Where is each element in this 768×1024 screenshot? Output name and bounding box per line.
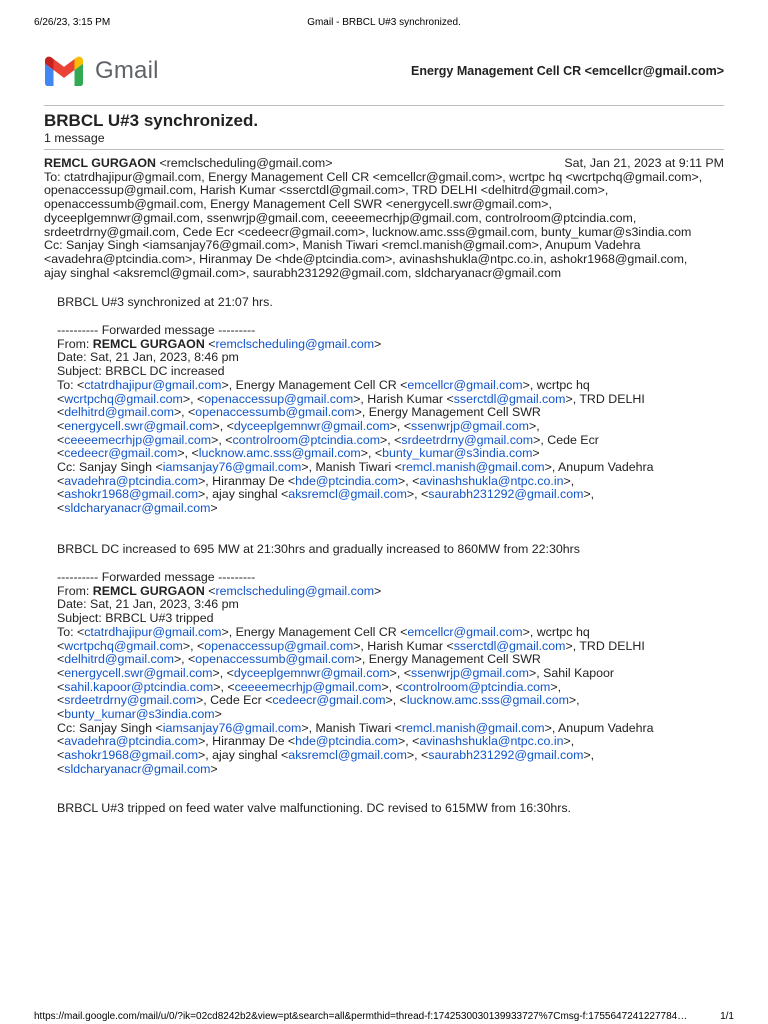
forward-from-label: From: (57, 336, 93, 351)
forward-subject: Subject: BRBCL DC increased (57, 364, 225, 379)
recipient-text: >, < (360, 446, 383, 461)
recipient-text: >, wcrtpc hq (522, 624, 590, 639)
recipient-text: >, < (182, 391, 205, 406)
recipient-text: < (57, 638, 65, 653)
forward-body-1: BRBCL DC increased to 695 MW at 21:30hrs and gradually increased to 860MW from 22:30hrs (57, 542, 580, 556)
email-link[interactable]: bunty_kumar@s3india.com (382, 446, 533, 461)
email-link[interactable]: iamsanjay76@gmail.com (162, 460, 302, 475)
email-link[interactable]: avinashshukla@ntpc.co.in (419, 734, 564, 749)
recipient-text: >, Energy Management Cell SWR (354, 405, 541, 420)
recipient-text: >, (528, 418, 540, 433)
email-link[interactable]: openaccessup@gmail.com (204, 391, 354, 406)
recipient-text: < (57, 652, 65, 667)
recipient-text: >, Hiranmay De < (198, 734, 296, 749)
recipient-line (57, 653, 724, 667)
recipient-line (57, 763, 724, 777)
recipient-line (57, 681, 724, 695)
recipient-text: < (57, 391, 65, 406)
email-link[interactable]: controlroom@ptcindia.com (232, 432, 381, 447)
email-link[interactable]: sahil.kapoor@ptcindia.com (64, 679, 214, 694)
email-link[interactable]: ceeeemecrhjp@gmail.com (64, 432, 212, 447)
recipient-text: >, (568, 693, 580, 708)
recipient-line (57, 626, 724, 640)
header-divider (44, 105, 724, 106)
recipient-text: >, < (406, 748, 429, 763)
email-link[interactable]: bunty_kumar@s3india.com (64, 707, 215, 722)
email-link[interactable]: cedeecr@gmail.com (272, 693, 386, 708)
email-link[interactable]: srdeetrdrny@gmail.com (401, 432, 534, 447)
recipient-text: >, (550, 679, 562, 694)
recipient-text: < (57, 473, 65, 488)
recipient-line (57, 708, 724, 722)
forward-from-email-link[interactable]: remclscheduling@gmail.com (215, 583, 375, 598)
thread-subject: BRBCL U#3 synchronized. (44, 111, 259, 130)
recipient-line (57, 749, 724, 763)
recipient-text: >, Manish Tiwari < (301, 460, 402, 475)
recipient-text: < (57, 734, 65, 749)
email-link[interactable]: wcrtpchq@gmail.com (64, 391, 183, 406)
forwarded-message-1 (57, 324, 724, 516)
email-link[interactable]: ctatrdhajipur@gmail.com (84, 624, 222, 639)
forwarded-message-2 (57, 571, 724, 777)
forward-from-label: From: (57, 583, 93, 598)
recipient-line (57, 735, 724, 749)
recipient-text: >, < (380, 432, 402, 447)
print-page-title: Gmail - BRBCL U#3 synchronized. (307, 17, 461, 28)
forward-date: Date: Sat, 21 Jan, 2023, 8:46 pm (57, 350, 239, 365)
recipient-text: >, Anupum Vadehra (544, 460, 654, 475)
cc-line: Cc: Sanjay Singh <iamsanjay76@gmail.com>, Manish Tiwari <remcl.manish@gmail.com>, Anupum Vadehra (44, 238, 641, 253)
recipient-text: >, Manish Tiwari < (301, 720, 402, 735)
recipient-text: >, (583, 748, 595, 763)
recipient-text: < (57, 432, 65, 447)
email-link[interactable]: dyceeplgemnwr@gmail.com (233, 418, 390, 433)
recipient-text: >, Energy Management Cell CR < (221, 377, 408, 392)
forward-marker: ---------- Forwarded message --------- (57, 570, 256, 584)
recipient-text: >, Harish Kumar < (353, 638, 454, 653)
email-link[interactable]: dyceeplgemnwr@gmail.com (233, 665, 390, 680)
body-intro: BRBCL U#3 synchronized at 21:07 hrs. (57, 295, 273, 309)
recipient-text: >, < (406, 487, 429, 502)
recipient-line (57, 640, 724, 654)
recipient-text: >, < (173, 652, 196, 667)
account-label: Energy Management Cell CR <emcellcr@gmail.com> (411, 64, 724, 78)
recipient-text: < (57, 761, 65, 776)
recipient-text: >, ajay singhal < (198, 748, 289, 763)
email-link[interactable]: ssenwrjp@gmail.com (411, 418, 529, 433)
forward-cc (57, 461, 724, 516)
to-line: openaccessup@gmail.com, Harish Kumar <sserctdl@gmail.com>, TRD DELHI <delhitrd@gmail.com>, (44, 183, 609, 198)
forward-marker: ---------- Forwarded message --------- (57, 323, 256, 337)
recipient-line (57, 722, 724, 736)
recipient-text: >, (563, 734, 575, 749)
recipient-text: >, < (212, 418, 234, 433)
gmail-wordmark: Gmail (95, 57, 159, 84)
email-link[interactable]: sldcharyanacr@gmail.com (64, 761, 211, 776)
message-date: Sat, Jan 21, 2023 at 9:11 PM (564, 156, 724, 170)
recipient-text: >, TRD DELHI (565, 638, 645, 653)
recipient-line (57, 406, 724, 420)
forward-date: Date: Sat, 21 Jan, 2023, 3:46 pm (57, 597, 239, 612)
message-header (44, 157, 724, 280)
forward-from-name: REMCL GURGAON (92, 583, 205, 598)
email-link[interactable]: openaccessumb@gmail.com (195, 405, 355, 420)
email-link[interactable]: ssenwrjp@gmail.com (411, 665, 529, 680)
to-line: srdeetrdrny@gmail.com, Cede Ecr <cedeecr@gmail.com>, lucknow.amc.sss@gmail.com, bunty_kumar@s3india.com (44, 224, 692, 239)
recipient-text: < (57, 487, 65, 502)
recipient-text: >, < (173, 405, 196, 420)
forward-to (57, 379, 724, 461)
print-page-number: 1/1 (720, 1011, 734, 1022)
email-link[interactable]: remcl.manish@gmail.com (401, 720, 545, 735)
recipient-text: >, wcrtpc hq (522, 377, 590, 392)
recipient-text: >, < (397, 734, 420, 749)
recipient-text: >, < (212, 665, 234, 680)
recipient-text: >, < (389, 665, 412, 680)
recipient-text: Cc: Sanjay Singh < (57, 460, 163, 475)
recipient-text: < (57, 693, 65, 708)
recipient-text: < (57, 446, 65, 461)
sender-email: <remclscheduling@gmail.com> (159, 156, 333, 170)
forward-body-2: BRBCL U#3 tripped on feed water valve malfunctioning. DC revised to 615MW from 16:30hrs. (57, 801, 571, 815)
recipient-text: >, < (389, 418, 412, 433)
forward-to (57, 626, 724, 722)
recipient-text: > (214, 707, 222, 722)
email-link[interactable]: emcellcr@gmail.com (407, 377, 523, 392)
gmail-m-icon (44, 56, 84, 86)
email-link[interactable]: openaccessumb@gmail.com (195, 652, 355, 667)
recipient-text: > (532, 446, 540, 461)
email-link[interactable]: ctatrdhajipur@gmail.com (84, 377, 222, 392)
email-link[interactable]: avinashshukla@ntpc.co.in (419, 473, 564, 488)
forward-cc (57, 722, 724, 777)
recipient-text: < (57, 748, 65, 763)
email-link[interactable]: emcellcr@gmail.com (407, 624, 523, 639)
email-link[interactable]: ceeeemecrhjp@gmail.com (234, 679, 382, 694)
recipient-text: To: < (57, 377, 85, 392)
recipient-text: >, < (177, 446, 199, 461)
recipient-text: >, Sahil Kapoor (528, 665, 615, 680)
recipient-text: >, Hiranmay De < (198, 473, 296, 488)
print-datetime: 6/26/23, 3:15 PM (34, 17, 111, 28)
recipient-text: >, < (381, 679, 403, 694)
email-link[interactable]: lucknow.amc.sss@gmail.com (406, 693, 569, 708)
email-link[interactable]: delhitrd@gmail.com (64, 652, 174, 667)
recipient-text: >, Cede Ecr < (195, 693, 273, 708)
email-link[interactable]: energycell.swr@gmail.com (64, 418, 213, 433)
email-link[interactable]: aksremcl@gmail.com (288, 487, 407, 502)
recipient-text: >, Energy Management Cell CR < (221, 624, 408, 639)
sender-line (44, 157, 724, 171)
forward-from: From: REMCL GURGAON <remclscheduling@gmail.com> (57, 336, 382, 351)
recipient-text: >, < (385, 693, 407, 708)
print-footer-url: https://mail.google.com/mail/u/0/?ik=02cd8242b2&view=pt&search=all&permthid=thread-f:1742530030139933727%7Cmsg-f:1755647241227784… (34, 1011, 688, 1022)
recipient-text: < (57, 679, 65, 694)
recipient-text: >, (583, 487, 595, 502)
recipient-line (57, 393, 724, 407)
email-link[interactable]: controlroom@ptcindia.com (402, 679, 551, 694)
recipient-text: >, Anupum Vadehra (544, 720, 654, 735)
recipient-line (57, 461, 724, 475)
to-recipients (44, 171, 724, 240)
recipient-text: >, TRD DELHI (565, 391, 645, 406)
recipient-text: < (57, 665, 65, 680)
recipient-text: > (210, 761, 218, 776)
forward-from-name: REMCL GURGAON (92, 336, 205, 351)
recipient-text: >, Harish Kumar < (353, 391, 454, 406)
recipient-text: < (57, 405, 65, 420)
recipient-line (57, 488, 724, 502)
recipient-text: >, < (182, 638, 205, 653)
email-link[interactable]: ashokr1968@gmail.com (64, 748, 199, 763)
email-link[interactable]: openaccessup@gmail.com (204, 638, 354, 653)
cc-recipients (44, 239, 724, 280)
to-line: dyceeplgemnwr@gmail.com, ssenwrjp@gmail.com, ceeeemecrhjp@gmail.com, controlroom@ptcindia.com, (44, 210, 637, 225)
email-link[interactable]: sserctdl@gmail.com (453, 638, 566, 653)
recipient-text: >, (563, 473, 575, 488)
cc-line: <avadehra@ptcindia.com>, Hiranmay De <hde@ptcindia.com>, avinashshukla@ntpc.co.in, ashokr1968@gmail.com, (44, 251, 688, 266)
recipient-text: < (57, 418, 65, 433)
recipient-text: < (57, 501, 65, 516)
recipient-line (57, 694, 724, 708)
email-link[interactable]: cedeecr@gmail.com (64, 446, 178, 461)
email-link[interactable]: saurabh231292@gmail.com (428, 748, 584, 763)
forward-from: From: REMCL GURGAON <remclscheduling@gmail.com> (57, 583, 382, 598)
to-line: openaccessumb@gmail.com, Energy Management Cell SWR <energycell.swr@gmail.com>, (44, 197, 552, 212)
email-link[interactable]: srdeetrdrny@gmail.com (64, 693, 196, 708)
recipient-text: Cc: Sanjay Singh < (57, 720, 163, 735)
email-link[interactable]: saurabh231292@gmail.com (428, 487, 584, 502)
email-link[interactable]: delhitrd@gmail.com (64, 405, 174, 420)
forward-from-email-link[interactable]: remclscheduling@gmail.com (215, 336, 375, 351)
email-link[interactable]: energycell.swr@gmail.com (64, 665, 213, 680)
subject-divider (44, 149, 724, 150)
recipient-line (57, 379, 724, 393)
email-link[interactable]: wcrtpchq@gmail.com (64, 638, 183, 653)
email-link[interactable]: aksremcl@gmail.com (288, 748, 407, 763)
forward-subject: Subject: BRBCL U#3 tripped (57, 611, 214, 626)
gmail-logo[interactable] (44, 56, 159, 86)
recipient-text: >, ajay singhal < (198, 487, 289, 502)
email-link[interactable]: iamsanjay76@gmail.com (162, 720, 302, 735)
recipient-line (57, 502, 724, 516)
email-link[interactable]: avadehra@ptcindia.com (64, 734, 199, 749)
recipient-text: >, < (211, 432, 233, 447)
recipient-text: >, Cede Ecr (533, 432, 599, 447)
email-link[interactable]: hde@ptcindia.com (295, 473, 398, 488)
recipient-text: >, Energy Management Cell SWR (354, 652, 541, 667)
email-link[interactable]: remcl.manish@gmail.com (401, 460, 545, 475)
recipient-text: >, < (213, 679, 235, 694)
recipient-text: To: < (57, 624, 85, 639)
recipient-text: >, < (397, 473, 420, 488)
recipient-line (57, 667, 724, 681)
recipient-text: > (210, 501, 218, 516)
recipient-line (57, 475, 724, 489)
recipient-line (57, 420, 724, 434)
email-link[interactable]: sldcharyanacr@gmail.com (64, 501, 211, 516)
email-link[interactable]: avadehra@ptcindia.com (64, 473, 199, 488)
message-count: 1 message (44, 131, 105, 145)
recipient-line (57, 447, 724, 461)
recipient-text: < (57, 707, 65, 722)
recipient-line (57, 434, 724, 448)
cc-line: ajay singhal <aksremcl@gmail.com>, saurabh231292@gmail.com, sldcharyanacr@gmail.com (44, 265, 562, 280)
email-link[interactable]: ashokr1968@gmail.com (64, 487, 199, 502)
email-link[interactable]: lucknow.amc.sss@gmail.com (198, 446, 361, 461)
to-line: To: ctatrdhajipur@gmail.com, Energy Management Cell CR <emcellcr@gmail.com>, wcrtpc hq <wcrtpchq@gmail.com>, (44, 169, 703, 184)
email-link[interactable]: hde@ptcindia.com (295, 734, 398, 749)
sender-name: REMCL GURGAON (44, 156, 156, 170)
email-link[interactable]: sserctdl@gmail.com (453, 391, 566, 406)
